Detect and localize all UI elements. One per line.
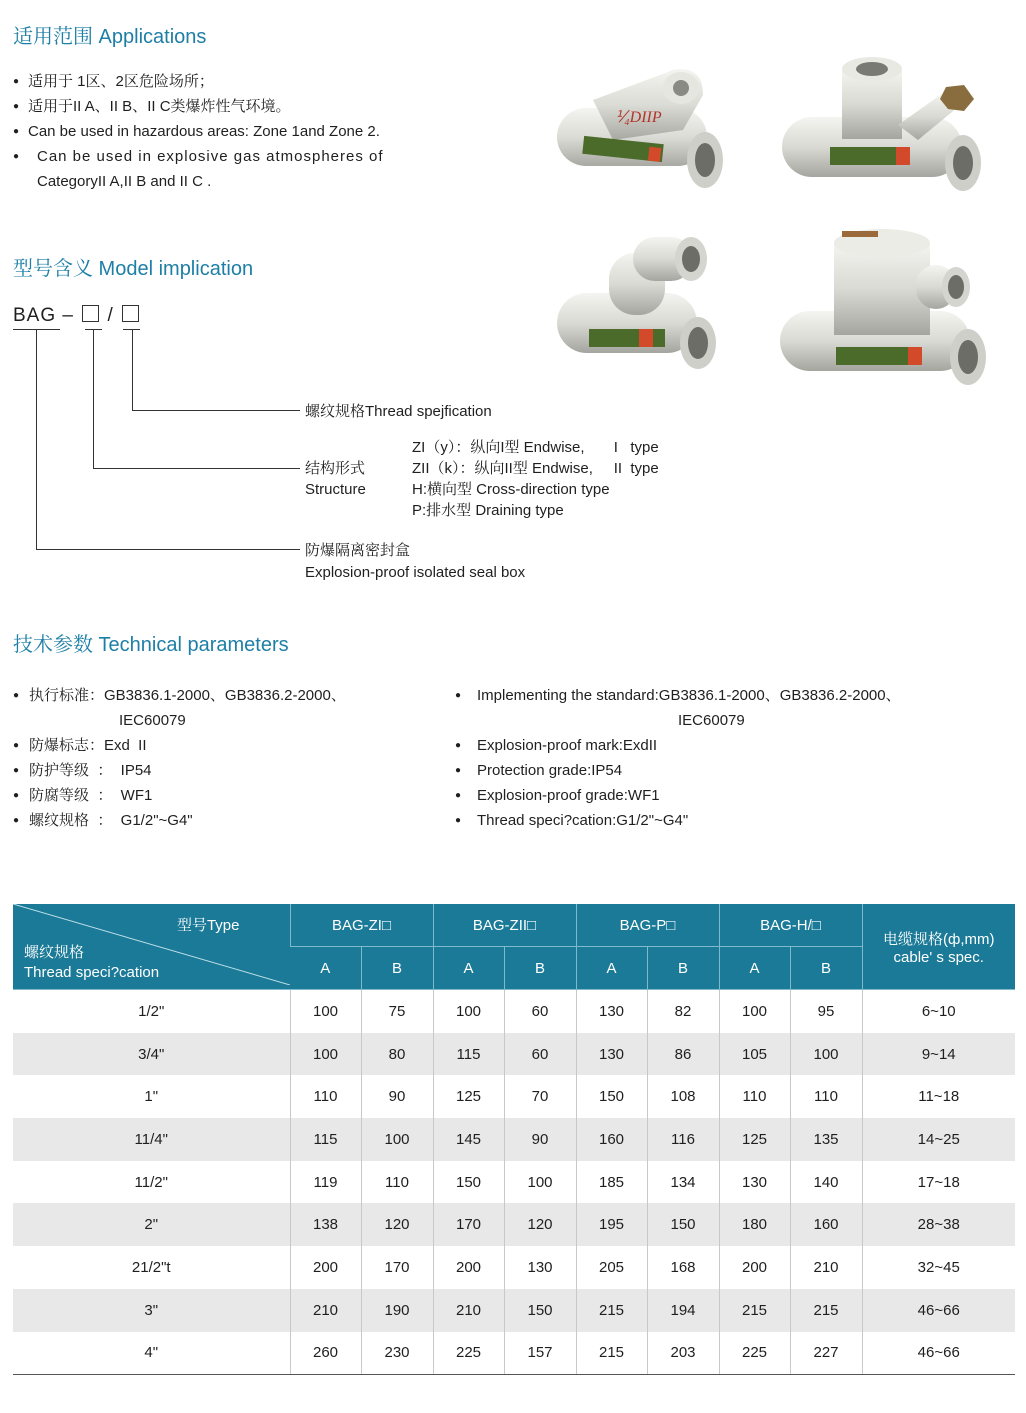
corner-thread-cn: 螺纹规格 <box>24 944 85 961</box>
dimension-cell: 130 <box>719 1161 790 1204</box>
group-header: BAG-ZI□ <box>290 904 433 947</box>
table-row <box>13 990 1015 1033</box>
dimension-cell: 215 <box>576 1332 647 1375</box>
product-marking: ⅟₄DIIP <box>615 109 662 126</box>
list-item: ● 防爆标志：Exd II <box>13 733 346 758</box>
thread-size-cell: 21/2"t <box>131 1258 171 1276</box>
dimension-cell: 115 <box>290 1118 361 1161</box>
sub-header: B <box>647 947 719 990</box>
sub-header: B <box>361 947 433 990</box>
dimension-cell: 80 <box>361 1033 433 1076</box>
spec-table-body <box>13 990 1015 1375</box>
table-row <box>13 1161 1015 1204</box>
dimension-cell: 170 <box>433 1203 504 1246</box>
connector-line <box>93 329 94 469</box>
dimension-cell: 215 <box>576 1289 647 1332</box>
thread-label: 螺纹规格Thread spejfication <box>305 403 492 420</box>
thread-size-cell: 11/4" <box>13 1118 290 1161</box>
dimension-cell: 230 <box>361 1332 433 1375</box>
cable-spec-cell: 32~45 <box>862 1246 1015 1289</box>
list-item: ● 适用于 1区、2区危险场所； <box>13 69 384 94</box>
model-code <box>13 305 141 327</box>
dimension-cell: 210 <box>790 1246 862 1289</box>
dimension-cell: 227 <box>790 1332 862 1375</box>
list-item: ● Explosion-proof grade:WF1 <box>455 783 901 808</box>
dimension-cell: 75 <box>361 990 433 1033</box>
dimension-cell: 82 <box>647 990 719 1033</box>
technical-list-en <box>455 683 901 833</box>
dimension-cell: 140 <box>790 1161 862 1204</box>
model-title: 型号含义 Model implication <box>13 258 254 280</box>
applications-list <box>13 69 384 194</box>
dimension-cell: 120 <box>361 1203 433 1246</box>
connector-line <box>36 329 37 550</box>
thread-size-cell: 3" <box>13 1289 290 1332</box>
table-corner-header <box>13 904 290 990</box>
model-prefix: BAG – <box>13 305 74 326</box>
cable-spec-cell: 46~66 <box>862 1289 1015 1332</box>
dimension-cell: 150 <box>504 1289 576 1332</box>
connector-line <box>93 468 300 469</box>
thread-size-cell: 1/2" <box>138 1002 165 1020</box>
structure-options <box>412 437 659 521</box>
dimension-cell: 100 <box>290 1033 361 1076</box>
sub-header: B <box>504 947 576 990</box>
corner-thread-en: Thread speci?cation <box>24 964 160 981</box>
dimension-cell: 170 <box>361 1246 433 1289</box>
list-item: ● 螺纹规格 ： G1/2"~G4" <box>13 808 346 833</box>
dimension-cell: 115 <box>433 1033 504 1076</box>
dimension-cell: 150 <box>433 1161 504 1204</box>
dimension-cell: 119 <box>290 1161 361 1204</box>
thread-size-cell: 2" <box>13 1203 290 1246</box>
sub-header: A <box>576 947 647 990</box>
dimension-cell: 100 <box>719 990 790 1033</box>
list-item: ● 执行标准：GB3836.1-2000、GB3836.2-2000、 <box>13 683 346 708</box>
dimension-cell: 130 <box>576 990 647 1033</box>
dimension-cell: 215 <box>719 1289 790 1332</box>
structure-option: ZI（y）：纵向I型 Endwise, I type <box>412 439 659 456</box>
dimension-cell: 157 <box>504 1332 576 1375</box>
table-row <box>13 1203 1015 1246</box>
dimension-cell: 100 <box>504 1161 576 1204</box>
cable-spec-header <box>862 904 1015 990</box>
list-item: ● Implementing the standard:GB3836.1-2000、GB3836.2-2000、 <box>455 683 901 708</box>
dimension-cell: 195 <box>576 1203 647 1246</box>
dimension-cell: 210 <box>290 1289 361 1332</box>
list-item-continuation: CategoryII A,II B and II C . <box>37 173 212 190</box>
structure-option: P:排水型 Draining type <box>412 502 564 519</box>
table-row <box>13 1332 1015 1375</box>
dimension-cell: 100 <box>433 990 504 1033</box>
dimension-cell: 90 <box>361 1075 433 1118</box>
cable-spec-cell: 28~38 <box>862 1203 1015 1246</box>
technical-list-cn <box>13 683 346 833</box>
dimension-cell: 116 <box>647 1118 719 1161</box>
list-item: ● Can be used in explosive gas atmospheres of <box>13 144 384 169</box>
dimension-cell: 215 <box>790 1289 862 1332</box>
dimension-cell: 194 <box>647 1289 719 1332</box>
group-header: BAG-P□ <box>576 904 719 947</box>
cable-spec-cell: 9~14 <box>862 1033 1015 1076</box>
dimension-cell: 90 <box>504 1118 576 1161</box>
connector-line <box>132 329 133 411</box>
table-row <box>13 1075 1015 1118</box>
model-separator: / <box>107 305 114 326</box>
list-item-continuation: IEC60079 <box>678 712 745 729</box>
applications-title: 适用范围 Applications <box>13 26 207 48</box>
thread-slot <box>122 305 139 322</box>
table-row <box>13 1033 1015 1076</box>
dimension-cell: 110 <box>719 1075 790 1118</box>
dimension-cell: 60 <box>504 990 576 1033</box>
dimension-cell: 180 <box>719 1203 790 1246</box>
dimension-cell: 225 <box>719 1332 790 1375</box>
seal-label-cn: 防爆隔离密封盒 <box>305 542 411 559</box>
group-header: BAG-ZII□ <box>433 904 576 947</box>
cable-spec-cell: 14~25 <box>862 1118 1015 1161</box>
dimension-cell: 260 <box>290 1332 361 1375</box>
dimension-cell: 205 <box>576 1246 647 1289</box>
dimension-cell: 134 <box>647 1161 719 1204</box>
table-row <box>13 1118 1015 1161</box>
dimension-cell: 110 <box>790 1075 862 1118</box>
dimension-cell: 135 <box>790 1118 862 1161</box>
dimension-cell: 100 <box>290 990 361 1033</box>
cable-spec-cell: 11~18 <box>862 1075 1015 1118</box>
dimension-cell: 105 <box>719 1033 790 1076</box>
dimension-cell: 110 <box>361 1161 433 1204</box>
corner-thread-label <box>24 943 159 983</box>
dimension-cell: 200 <box>433 1246 504 1289</box>
dimension-cell: 100 <box>790 1033 862 1076</box>
cable-spec-cell: 17~18 <box>862 1161 1015 1204</box>
dimension-cell: 203 <box>647 1332 719 1375</box>
dimension-cell: 210 <box>433 1289 504 1332</box>
thread-size-cell: 11/2" <box>134 1173 168 1191</box>
cable-spec-en: cable' s spec. <box>893 948 984 966</box>
dimension-cell: 108 <box>647 1075 719 1118</box>
dimension-cell: 150 <box>647 1203 719 1246</box>
group-header: BAG-H/□ <box>719 904 862 947</box>
thread-size-cell: 4" <box>13 1332 290 1375</box>
cable-spec-cell: 6~10 <box>862 990 1015 1033</box>
dimension-cell: 200 <box>719 1246 790 1289</box>
dimension-cell: 120 <box>504 1203 576 1246</box>
structure-slot <box>82 305 99 322</box>
dimension-cell: 138 <box>290 1203 361 1246</box>
dimension-cell: 160 <box>790 1203 862 1246</box>
dimension-cell: 190 <box>361 1289 433 1332</box>
list-item: ● Can be used in hazardous areas: Zone 1and Zone 2. <box>13 119 384 144</box>
table-row <box>13 1246 1015 1289</box>
structure-label-en: Structure <box>305 481 366 498</box>
corner-type-label: 型号Type <box>176 917 240 934</box>
dimension-cell: 200 <box>290 1246 361 1289</box>
sub-header: A <box>290 947 361 990</box>
dimension-cell: 185 <box>576 1161 647 1204</box>
technical-title: 技术参数 Technical parameters <box>13 634 289 656</box>
connector-line <box>132 410 300 411</box>
list-item: ● Explosion-proof mark:ExdII <box>455 733 901 758</box>
dimension-cell: 95 <box>790 990 862 1033</box>
dimension-cell: 130 <box>504 1246 576 1289</box>
structure-option: ZII（k）：纵向II型 Endwise, II type <box>412 460 659 477</box>
structure-label-cn: 结构形式 <box>305 460 366 477</box>
dimension-cell: 130 <box>576 1033 647 1076</box>
list-item: ● Protection grade:IP54 <box>455 758 901 783</box>
table-row <box>13 1289 1015 1332</box>
dimension-cell: 110 <box>290 1075 361 1118</box>
dimension-cell: 125 <box>719 1118 790 1161</box>
product-image-zi <box>553 60 733 200</box>
dimension-cell: 60 <box>504 1033 576 1076</box>
seal-label-en: Explosion-proof isolated seal box <box>305 564 526 581</box>
dimension-cell: 225 <box>433 1332 504 1375</box>
dimension-cell: 168 <box>647 1246 719 1289</box>
dimension-cell: 86 <box>647 1033 719 1076</box>
list-item: ● 防腐等级 ： WF1 <box>13 783 346 808</box>
dimension-cell: 100 <box>361 1118 433 1161</box>
dimension-cell: 145 <box>433 1118 504 1161</box>
dimension-cell: 125 <box>433 1075 504 1118</box>
dimension-cell: 150 <box>576 1075 647 1118</box>
product-image-zii <box>778 55 988 205</box>
cable-spec-cn: 电缆规格(ф,mm) <box>883 930 995 948</box>
connector-line <box>36 549 300 550</box>
thread-size-cell: 1" <box>144 1088 159 1106</box>
dimension-cell: 70 <box>504 1075 576 1118</box>
product-image-h <box>776 225 988 395</box>
list-item-continuation: IEC60079 <box>119 712 186 729</box>
product-image-p <box>553 225 723 375</box>
spec-table <box>13 904 1015 1375</box>
sub-header: A <box>433 947 504 990</box>
dimension-cell: 160 <box>576 1118 647 1161</box>
thread-size-cell: 3/4" <box>13 1033 290 1076</box>
list-item: ● Thread speci?cation:G1/2"~G4" <box>455 808 901 833</box>
structure-option: H:横向型 Cross-direction type <box>412 481 610 498</box>
list-item: ● 防护等级 ： IP54 <box>13 758 346 783</box>
list-item: ● 适用于II A、II B、II C类爆炸性气环境。 <box>13 94 384 119</box>
sub-header: B <box>790 947 862 990</box>
cable-spec-cell: 46~66 <box>862 1332 1015 1375</box>
sub-header: A <box>719 947 790 990</box>
